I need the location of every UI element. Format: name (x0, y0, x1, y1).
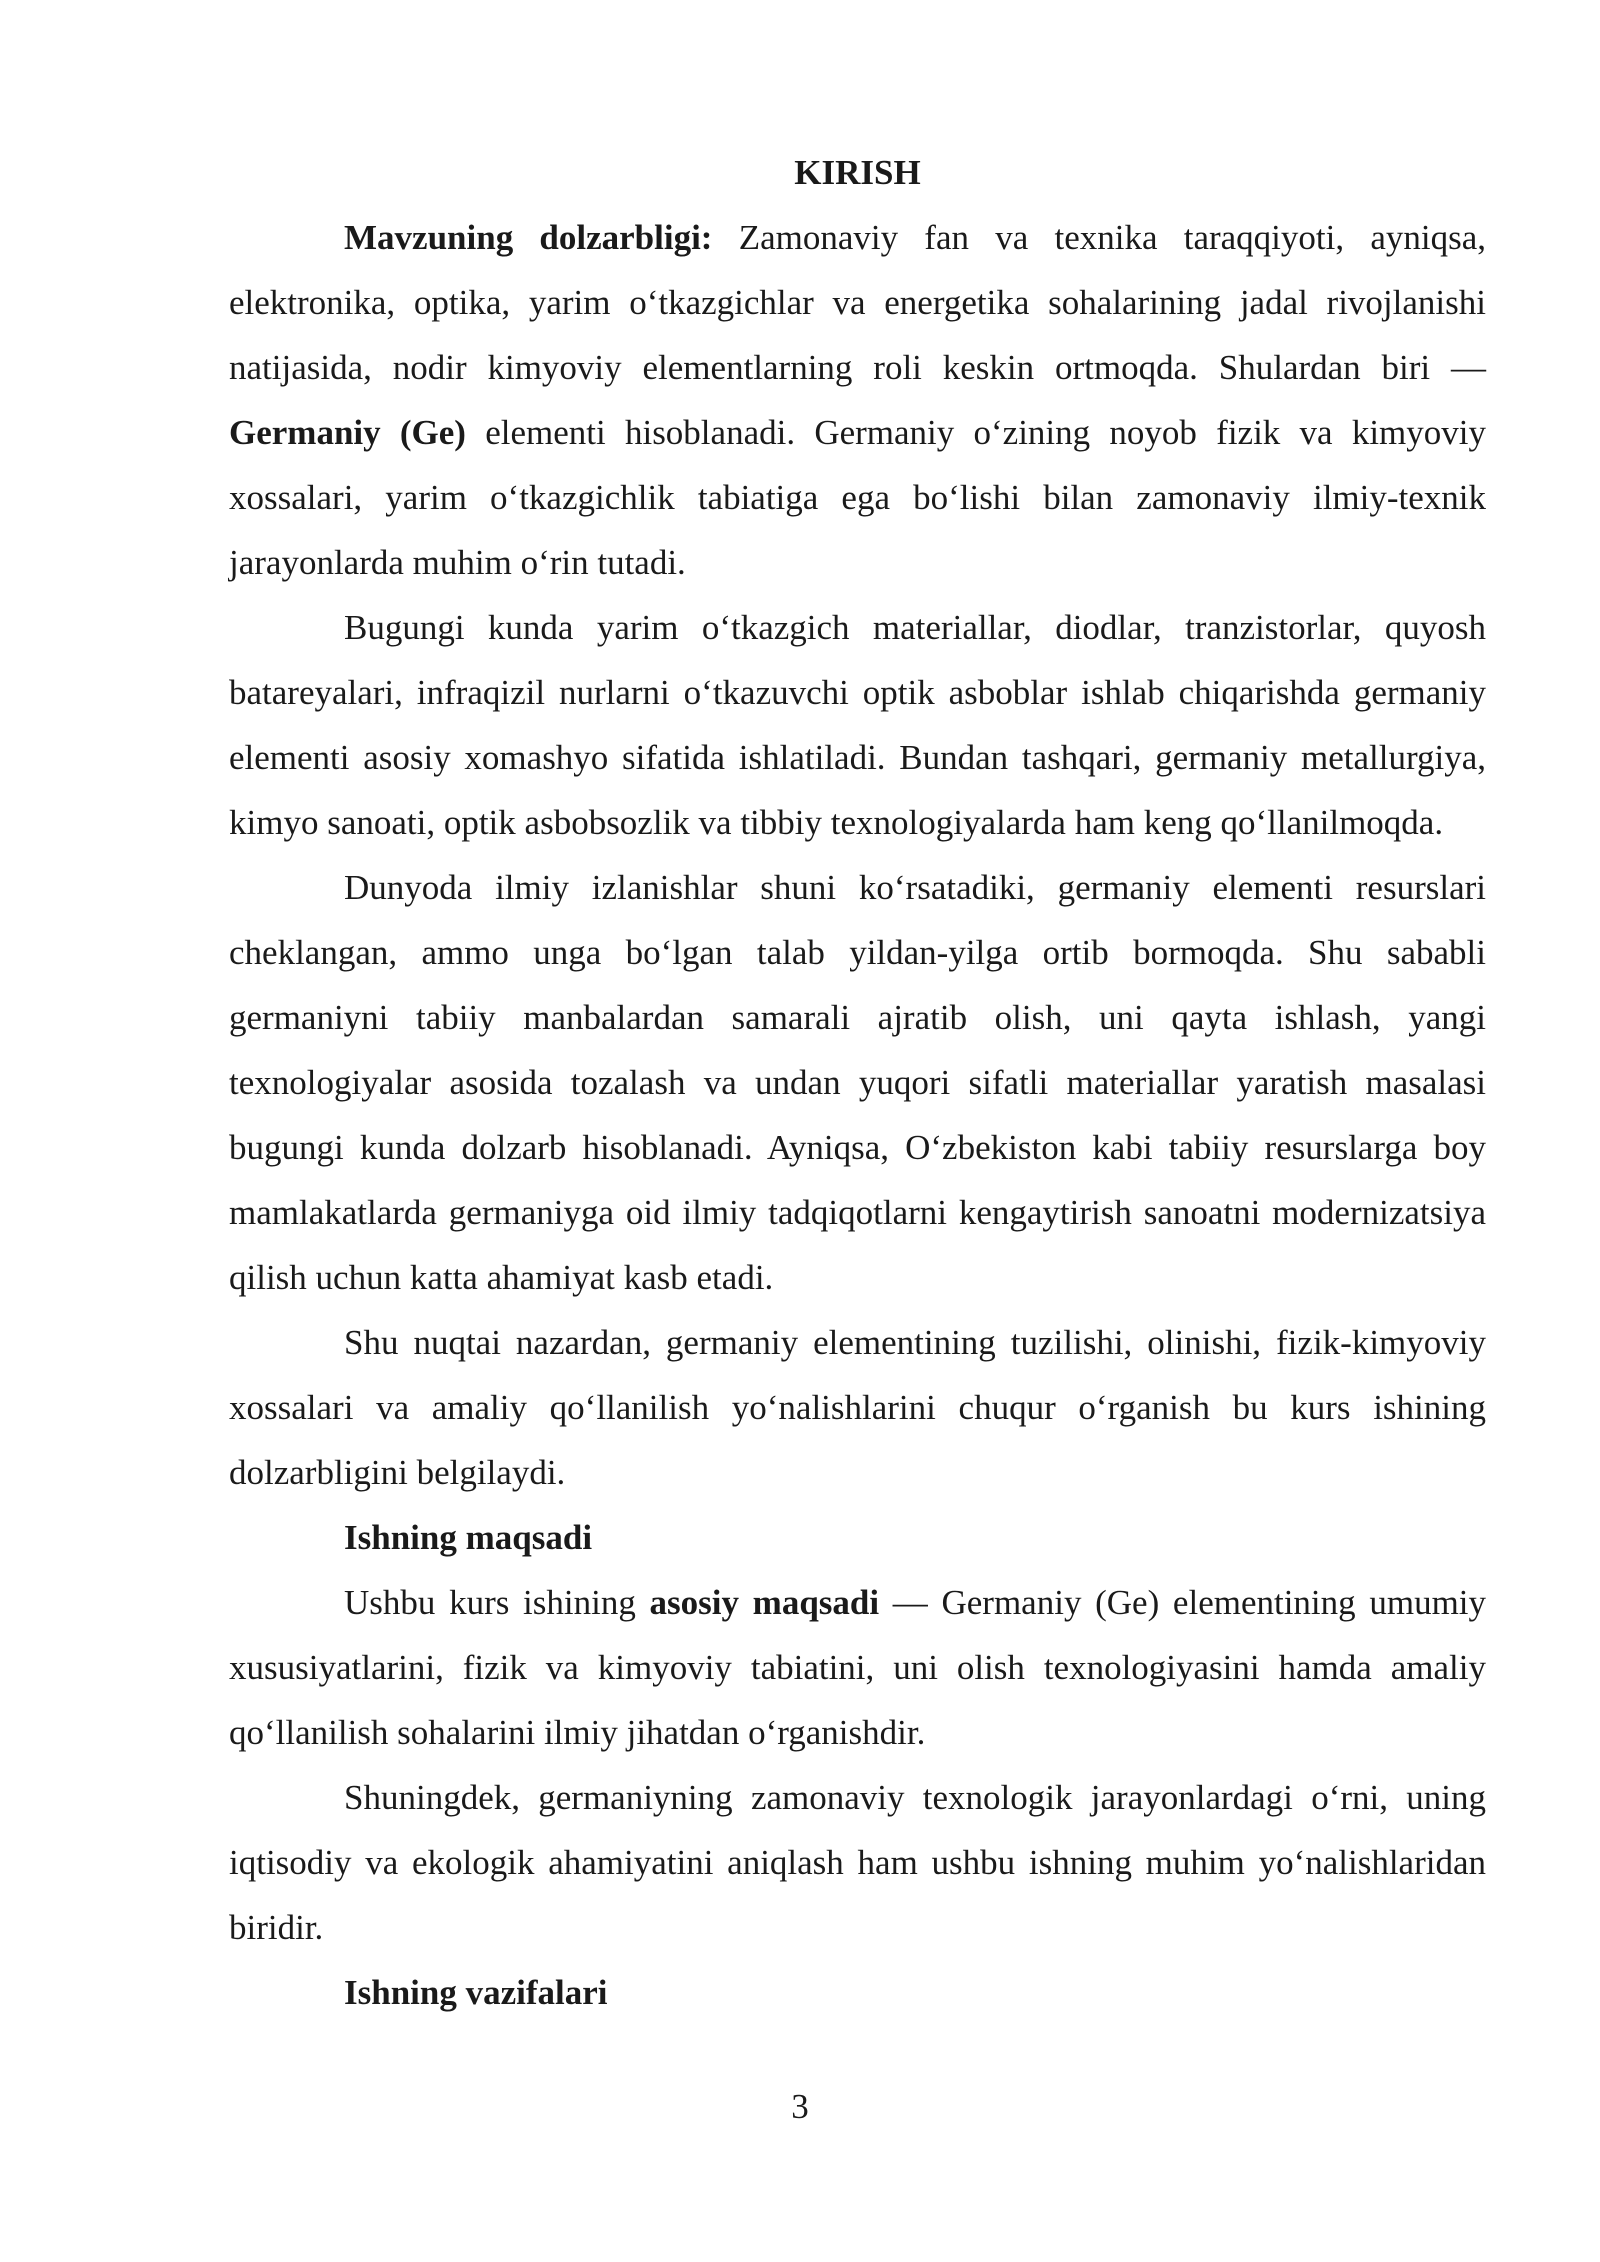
page-number: 3 (791, 2087, 809, 2126)
goal-extra-paragraph: Shuningdek, germaniyning zamonaviy texnologik jarayonlardagi o‘rni, uning iqtisodiy va ekologik ahamiyatini aniqlash ham ushbu ishning muhim yo‘nalishlaridan biridir. (229, 1778, 1486, 1947)
goal-lead: Ushbu kurs ishining (344, 1583, 650, 1622)
goal-heading: Ishning maqsadi (344, 1518, 593, 1557)
page-content (229, 140, 1486, 2025)
resources-paragraph: Dunyoda ilmiy izlanishlar shuni ko‘rsatadiki, germaniy elementi resurslari cheklangan, ammo unga bo‘lgan talab yildan-yilga ortib bormoqda. Shu sababli germaniyni tabiiy manbalardan samarali ajratib olish, uni qayta ishlash, yangi texnologiyalar asosida tozalash va undan yuqori sifatli materiallar yaratish masalasi bugungi kunda dolzarb hisoblanadi. Ayniqsa, O‘zbekiston kabi tabiiy resurslarga boy mamlakatlarda germaniyga oid ilmiy tadqiqotlarni kengaytirish sanoatni modernizatsiya qilish uchun katta ahamiyat kasb etadi. (229, 868, 1486, 1297)
goal-keyword: asosiy maqsadi (649, 1583, 880, 1622)
relevance-label: Mavzuning dolzarbligi: (344, 218, 713, 257)
relevance-text: Zamonaviy fan va texnika taraqqiyoti, ayniqsa, elektronika, optika, yarim o‘tkazgichlar va energetika sohalarining jadal rivojlanishi natijasida, nodir kimyoviy elementlarning roli keskin ortmoqda. Shulardan biri — (229, 218, 1486, 387)
tasks-heading: Ishning vazifalari (344, 1973, 608, 2012)
goal-text: — Germaniy (Ge) elementining umumiy xususiyatlarini, fizik va kimyoviy tabiatini, uni olish texnologiyasini hamda amaliy qo‘llanilish sohalarini ilmiy jihatdan o‘rganishdir. (229, 1583, 1487, 1752)
goal-paragraph (229, 1570, 1486, 1765)
section-heading: KIRISH (794, 153, 921, 192)
relevance-text-tail: elementi hisoblanadi. Germaniy o‘zining noyob fizik va kimyoviy xossalari, yarim o‘tkazgichlik tabiatiga ega bo‘lishi bilan zamonaviy ilmiy-texnik jarayonlarda muhim o‘rin tutadi. (229, 413, 1486, 582)
element-name: Germaniy (Ge) (229, 413, 466, 452)
relevance-paragraph (229, 205, 1486, 595)
applications-paragraph: Bugungi kunda yarim o‘tkazgich materiallar, diodlar, tranzistorlar, quyosh batareyalari, infraqizil nurlarni o‘tkazuvchi optik asboblar ishlab chiqarishda germaniy elementi asosiy xomashyo sifatida ishlatiladi. Bundan tashqari, germaniy metallurgiya, kimyo sanoati, optik asbobsozlik va tibbiy texnologiyalarda ham keng qo‘llanilmoqda. (229, 608, 1486, 842)
conclusion-paragraph: Shu nuqtai nazardan, germaniy elementining tuzilishi, olinishi, fizik-kimyoviy xossalari va amaliy qo‘llanilish yo‘nalishlarini chuqur o‘rganish bu kurs ishining dolzarbligini belgilaydi. (229, 1323, 1486, 1492)
